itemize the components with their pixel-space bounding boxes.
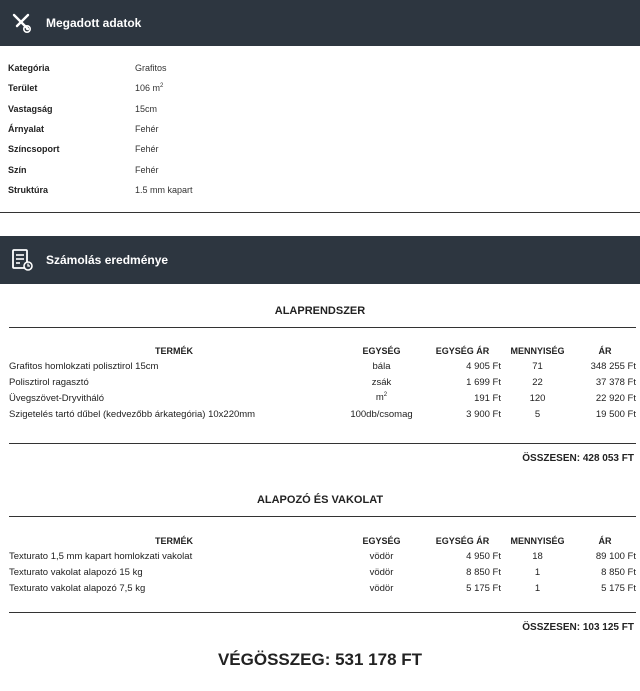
col-quantity: MENNYISÉG [510,346,565,356]
detail-value: Fehér [135,144,159,155]
col-unit-price: EGYSÉG ÁR [435,536,490,546]
detail-row-color [0,159,640,179]
group-rule [9,443,636,444]
group-rule [9,516,636,517]
col-unit-price: EGYSÉG ÁR [435,346,490,356]
detail-label: Struktúra [8,184,49,195]
group-rule [9,612,636,613]
col-unit: EGYSÉG [362,346,401,356]
group-rule [9,327,636,328]
detail-label: Szín [8,164,27,175]
calculator-document-icon [10,248,34,272]
table-row: Polisztirol ragasztó zsák 1 699 Ft 22 37 378 Ft [9,376,636,388]
table-row: Texturato vakolat alapozó 7,5 kg vödör 5 175 Ft 1 5 175 Ft [9,582,636,594]
result-title: Számolás eredménye [46,253,169,267]
detail-label: Terület [8,83,38,94]
group-title-base-system: ALAPRENDSZER [274,305,366,317]
base-system-table [9,344,636,422]
table-row: Texturato vakolat alapozó 15 kg vödör 8 850 Ft 1 8 850 Ft [9,566,636,578]
detail-label: Vastagság [8,103,53,114]
given-data-header [0,0,640,46]
detail-row-structure [0,180,640,200]
group-total-primer-plaster: ÖSSZESEN: 103 125 FT [522,622,634,633]
detail-value: Fehér [135,164,159,175]
detail-label: Kategória [8,63,50,74]
primer-plaster-table [9,534,636,596]
tools-icon [10,11,34,35]
detail-value: 106 $m^2$ [135,83,164,94]
given-data-list [0,58,640,200]
table-row: Szigetelés tartó dűbel (kedvezőbb árkategória) 10x220mm 100db/csomag 3 900 Ft 5 19 500 Ft [9,408,636,420]
detail-value: 15cm [135,103,158,114]
group-title-primer-plaster: ALAPOZÓ ÉS VAKOLAT [256,494,384,506]
table-row: Üvegszövet-Dryvitháló $m^2$ 191 Ft 120 22 920 Ft [9,392,636,404]
col-unit: EGYSÉG [362,536,401,546]
table-row: Grafitos homlokzati polisztirol 15cm bála 4 905 Ft 71 348 255 Ft [9,360,636,372]
detail-value: Grafitos [135,63,167,74]
detail-value: 1.5 mm kapart [135,184,193,195]
detail-label: Árnyalat [8,124,45,135]
group-total-base-system: ÖSSZESEN: 428 053 FT [522,453,634,464]
result-header [0,236,640,284]
detail-row-category [0,58,640,78]
col-product: TERMÉK [155,536,193,546]
col-product: TERMÉK [155,346,193,356]
detail-label: Színcsoport [8,144,60,155]
table-row: Texturato 1,5 mm kapart homlokzati vakolat vödör 4 950 Ft 18 89 100 Ft [9,550,636,562]
detail-value: Fehér [135,124,159,135]
col-quantity: MENNYISÉG [510,536,565,546]
detail-row-thickness [0,99,640,119]
detail-row-shade [0,119,640,139]
detail-row-color-group [0,139,640,159]
grand-total: VÉGÖSSZEG: 531 178 FT [217,650,423,669]
table-header-row [9,344,636,358]
table-header-row [9,534,636,548]
divider [0,212,640,213]
col-price: ÁR [598,346,612,356]
col-price: ÁR [598,536,612,546]
detail-row-area [0,78,640,98]
given-data-title: Megadott adatok [46,16,142,30]
